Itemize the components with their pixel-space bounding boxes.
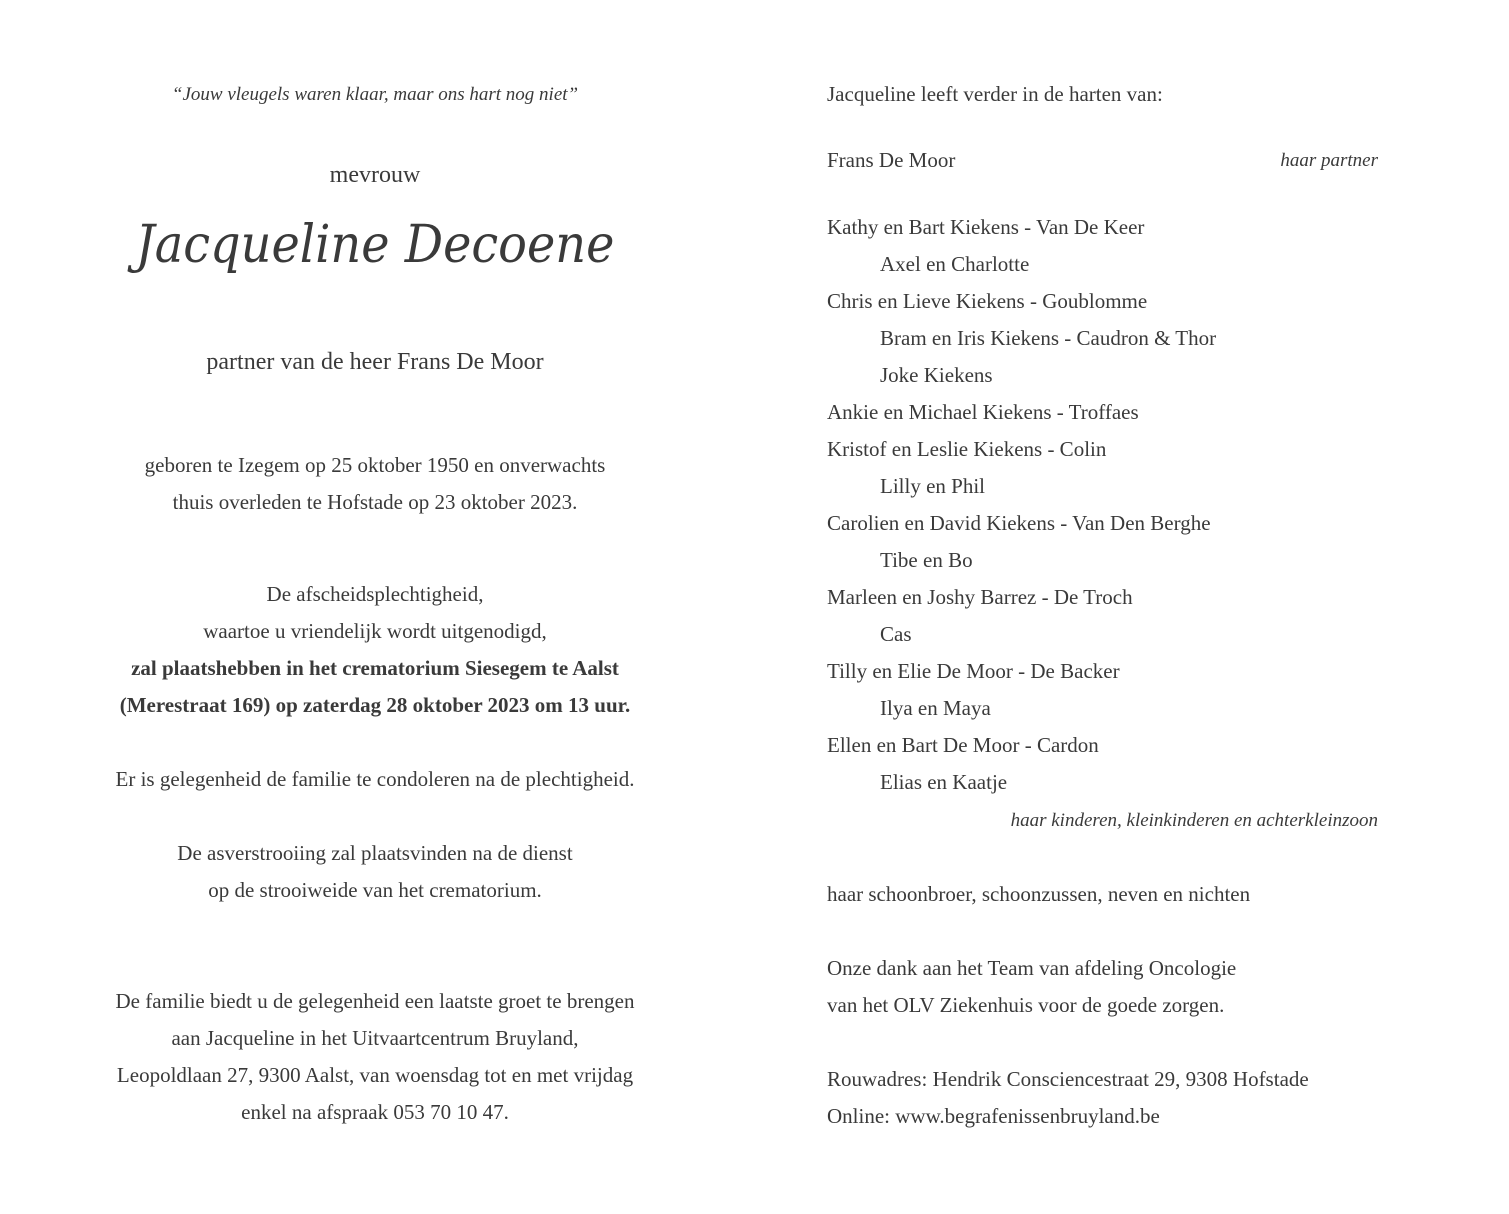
partner-name: Frans De Moor bbox=[827, 148, 956, 172]
scatter-line-1: De asverstrooiing zal plaatsvinden na de dienst bbox=[177, 841, 573, 865]
title-word: mevrouw bbox=[329, 162, 421, 188]
ceremony-info bbox=[60, 576, 690, 724]
ceremony-line-2: waartoe u vriendelijk wordt uitgenodigd, bbox=[203, 619, 547, 643]
grandchild-row: Ilya en Maya bbox=[880, 696, 991, 720]
family-role: haar kinderen, kleinkinderen en achterkleinzoon bbox=[1010, 810, 1378, 831]
family-row: Kathy en Bart Kiekens - Van De Keer bbox=[827, 215, 1145, 239]
family-row: Tilly en Elie De Moor - De Backer bbox=[827, 659, 1120, 683]
partner-role: haar partner bbox=[1280, 150, 1378, 171]
mourning-address: Rouwadres: Hendrik Consciencestraat 29, 9308 Hofstade bbox=[827, 1067, 1309, 1091]
family-row: Carolien en David Kiekens - Van Den Berghe bbox=[827, 511, 1211, 535]
extended-family: haar schoonbroer, schoonzussen, neven en nichten bbox=[827, 882, 1251, 906]
family-row: Chris en Lieve Kiekens - Goublomme bbox=[827, 289, 1148, 313]
thanks-block bbox=[827, 950, 1236, 1024]
visit-line-3: Leopoldlaan 27, 9300 Aalst, van woensdag tot en met vrijdag bbox=[116, 1063, 634, 1087]
grandchild-row: Joke Kiekens bbox=[880, 363, 993, 387]
ash-scattering-info bbox=[60, 835, 690, 909]
visitation-info bbox=[60, 983, 690, 1131]
family-row: Marleen en Joshy Barrez - De Troch bbox=[827, 585, 1133, 609]
visit-line-1: De familie biedt u de gelegenheid een laatste groet te brengen bbox=[115, 989, 635, 1013]
visit-line-2: aan Jacqueline in het Uitvaartcentrum Bruyland, bbox=[171, 1026, 579, 1050]
thanks-line-1: Onze dank aan het Team van afdeling Oncologie bbox=[827, 956, 1237, 980]
family-list bbox=[827, 209, 1387, 801]
grandchild-row: Axel en Charlotte bbox=[880, 252, 1030, 276]
birth-death-info bbox=[60, 447, 690, 521]
family-row: Kristof en Leslie Kiekens - Colin bbox=[827, 437, 1107, 461]
condolence-info bbox=[60, 761, 690, 798]
scatter-line-2: op de strooiweide van het crematorium. bbox=[208, 878, 542, 902]
intro-line: Jacqueline leeft verder in de harten van: bbox=[827, 82, 1163, 106]
online-address: Online: www.begrafenissenbruyland.be bbox=[827, 1104, 1160, 1128]
quote: “Jouw vleugels waren klaar, maar ons hart nog niet” bbox=[171, 84, 579, 105]
born-line-1: geboren te Izegem op 25 oktober 1950 en onverwachts bbox=[144, 453, 606, 477]
visit-line-4: enkel na afspraak 053 70 10 47. bbox=[241, 1100, 509, 1124]
contact-block bbox=[827, 1061, 1309, 1135]
grandchild-row: Lilly en Phil bbox=[880, 474, 985, 498]
deceased-name: Jacqueline Decoene bbox=[135, 215, 615, 275]
condolence-line: Er is gelegenheid de familie te condoleren na de plechtigheid. bbox=[115, 767, 635, 791]
partner-line: partner van de heer Frans De Moor bbox=[206, 349, 544, 375]
thanks-line-2: van het OLV Ziekenhuis voor de goede zorgen. bbox=[827, 993, 1225, 1017]
grandchild-row: Bram en Iris Kiekens - Caudron & Thor bbox=[880, 326, 1217, 350]
grandchild-row: Elias en Kaatje bbox=[880, 770, 1008, 794]
born-line-2: thuis overleden te Hofstade op 23 oktober 2023. bbox=[172, 490, 578, 514]
family-row: Ellen en Bart De Moor - Cardon bbox=[827, 733, 1099, 757]
grandchild-row: Tibe en Bo bbox=[880, 548, 973, 572]
grandchild-row: Cas bbox=[880, 622, 912, 646]
ceremony-line-1: De afscheidsplechtigheid, bbox=[266, 582, 484, 606]
ceremony-location-line-2: (Merestraat 169) op zaterdag 28 oktober 2023 om 13 uur. bbox=[119, 693, 631, 717]
ceremony-location-line-1: zal plaatshebben in het crematorium Siesegem te Aalst bbox=[131, 656, 619, 680]
family-row: Ankie en Michael Kiekens - Troffaes bbox=[827, 400, 1139, 424]
